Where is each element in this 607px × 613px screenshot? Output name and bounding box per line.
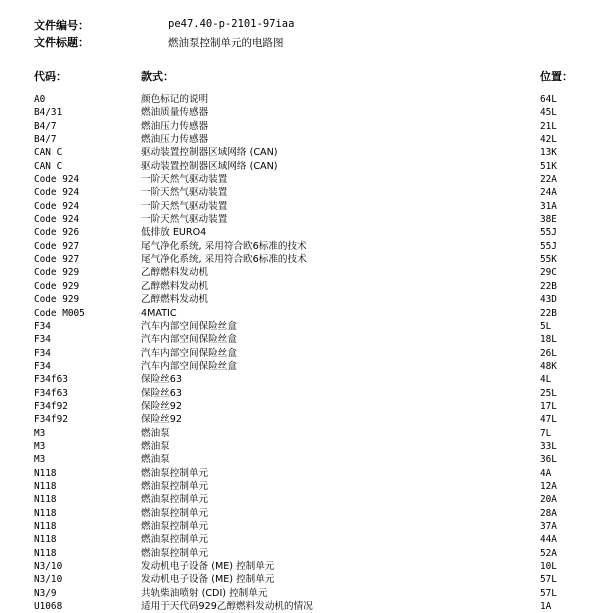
component-code: F34f92 xyxy=(34,414,68,426)
component-description: 驱动装置控制器区域网络 (CAN) xyxy=(141,147,278,159)
component-description: 燃油质量传感器 xyxy=(141,107,209,119)
component-code: B4/7 xyxy=(34,120,57,132)
component-code: Code 927 xyxy=(34,240,80,252)
component-position: 38E xyxy=(540,214,557,226)
component-code: F34f63 xyxy=(34,374,68,386)
component-description: 保险丝63 xyxy=(141,387,182,399)
table-row xyxy=(0,133,607,146)
component-description: 保险丝63 xyxy=(141,374,182,386)
component-position: 18L xyxy=(540,334,557,346)
component-position: 10L xyxy=(540,561,557,573)
component-description: 燃油泵 xyxy=(141,440,170,452)
component-description: 汽车内部空间保险丝盒 xyxy=(141,360,237,372)
component-code: N3/10 xyxy=(34,561,63,573)
component-position: 20A xyxy=(540,494,557,506)
table-row xyxy=(0,360,607,373)
component-code: N3/9 xyxy=(34,587,57,599)
component-code: B4/31 xyxy=(34,107,63,119)
component-code: Code M005 xyxy=(34,307,85,319)
table-row xyxy=(0,200,607,213)
table-row xyxy=(0,186,607,199)
component-description: 乙醇燃料发动机 xyxy=(141,294,209,306)
component-description: 尾气净化系统, 采用符合欧6标准的技术 xyxy=(141,240,307,252)
component-code: F34f92 xyxy=(34,400,68,412)
table-row xyxy=(0,547,607,560)
component-description: 燃油压力传感器 xyxy=(141,120,209,132)
table-row xyxy=(0,266,607,279)
component-description: 颜色标记的说明 xyxy=(141,94,209,105)
table-row xyxy=(0,520,607,533)
component-position: 36L xyxy=(540,454,557,466)
component-position: 13K xyxy=(540,147,557,159)
component-position: 52A xyxy=(540,547,557,559)
table-row xyxy=(0,93,607,106)
table-row xyxy=(0,507,607,520)
table-row xyxy=(0,160,607,173)
component-position: 43D xyxy=(540,294,557,306)
table-row xyxy=(0,400,607,413)
table-row xyxy=(0,307,607,320)
component-position: 42L xyxy=(540,134,557,146)
component-code: F34 xyxy=(34,360,51,372)
component-code: F34f63 xyxy=(34,387,68,399)
component-code: F34 xyxy=(34,334,51,346)
table-row xyxy=(0,453,607,466)
table-row xyxy=(0,373,607,386)
component-description: 适用于天代码929乙醇燃料发动机的情况 xyxy=(141,601,313,613)
component-description: 共轨柴油喷射 (CDI) 控制单元 xyxy=(141,587,268,599)
table-row xyxy=(0,493,607,506)
component-code: F34 xyxy=(34,347,51,359)
component-position: 55K xyxy=(540,254,557,266)
component-code: Code 927 xyxy=(34,254,80,266)
table-row xyxy=(0,413,607,426)
table-row xyxy=(0,280,607,293)
position-column-header: 位置： xyxy=(540,70,573,83)
component-description: 4MATIC xyxy=(141,307,177,319)
table-row xyxy=(0,146,607,159)
table-row xyxy=(0,587,607,600)
table-row xyxy=(0,573,607,586)
component-code: B4/7 xyxy=(34,134,57,146)
table-row xyxy=(0,347,607,360)
component-code: Code 926 xyxy=(34,227,80,239)
component-description: 燃油泵控制单元 xyxy=(141,467,209,479)
component-code: F34 xyxy=(34,320,51,332)
table-row xyxy=(0,253,607,266)
table-row xyxy=(0,320,607,333)
component-description: 燃油泵 xyxy=(141,427,170,439)
component-code: M3 xyxy=(34,427,46,439)
component-code: CAN C xyxy=(34,160,63,172)
component-position: 48K xyxy=(540,360,557,372)
component-description: 汽车内部空间保险丝盒 xyxy=(141,320,237,332)
component-description: 一阶天然气驱动装置 xyxy=(141,214,228,226)
component-description: 燃油泵控制单元 xyxy=(141,507,209,519)
table-row xyxy=(0,467,607,480)
component-description: 燃油压力传感器 xyxy=(141,134,209,146)
table-row xyxy=(0,533,607,546)
component-code: N118 xyxy=(34,521,57,532)
component-position: 12A xyxy=(540,480,557,492)
file-title-label: 文件标题： xyxy=(34,36,89,49)
component-code: Code 929 xyxy=(34,280,80,292)
table-row xyxy=(0,106,607,119)
component-code: Code 929 xyxy=(34,294,80,306)
component-code: A0 xyxy=(34,94,46,105)
component-description: 发动机电子设备 (ME) 控制单元 xyxy=(141,574,275,586)
component-code: Code 924 xyxy=(34,214,80,226)
table-row xyxy=(0,240,607,253)
table-row xyxy=(0,333,607,346)
table-row xyxy=(0,226,607,239)
component-position: 28A xyxy=(540,507,557,519)
component-position: 22B xyxy=(540,280,557,292)
component-code: Code 924 xyxy=(34,174,80,186)
component-description: 乙醇燃料发动机 xyxy=(141,267,209,279)
component-description: 燃油泵控制单元 xyxy=(141,494,209,506)
component-code: U1068 xyxy=(34,601,63,613)
component-code: Code 924 xyxy=(34,187,80,199)
component-description: 发动机电子设备 (ME) 控制单元 xyxy=(141,561,275,573)
component-description: 低排放 EURO4 xyxy=(141,227,207,239)
component-code: Code 924 xyxy=(34,200,80,212)
component-description: 乙醇燃料发动机 xyxy=(141,280,209,292)
component-description: 燃油泵控制单元 xyxy=(141,547,209,559)
component-code: N118 xyxy=(34,494,57,506)
component-position: 17L xyxy=(540,400,557,412)
component-description: 燃油泵控制单元 xyxy=(141,534,209,546)
component-code: N3/10 xyxy=(34,574,63,586)
component-description: 燃油泵控制单元 xyxy=(141,521,209,532)
file-number-value: pe47.40-p-2101-97iaa xyxy=(168,18,295,30)
component-description: 尾气净化系统, 采用符合欧6标准的技术 xyxy=(141,254,307,266)
component-position: 57L xyxy=(540,587,557,599)
component-code: N118 xyxy=(34,467,57,479)
component-position: 33L xyxy=(540,440,557,452)
component-position: 24A xyxy=(540,187,557,199)
component-position: 26L xyxy=(540,347,557,359)
table-row xyxy=(0,480,607,493)
component-position: 4A xyxy=(540,467,552,479)
component-description: 驱动装置控制器区域网络 (CAN) xyxy=(141,160,278,172)
component-position: 55J xyxy=(540,240,557,252)
description-column-header: 款式： xyxy=(141,70,174,83)
component-position: 22B xyxy=(540,307,557,319)
component-description: 一阶天然气驱动装置 xyxy=(141,200,228,212)
component-position: 57L xyxy=(540,574,557,586)
component-position: 64L xyxy=(540,94,557,105)
table-row xyxy=(0,293,607,306)
table-row xyxy=(0,440,607,453)
table-row xyxy=(0,560,607,573)
component-position: 1A xyxy=(540,601,552,613)
table-row xyxy=(0,120,607,133)
component-description: 保险丝92 xyxy=(141,414,182,426)
component-position: 47L xyxy=(540,414,557,426)
component-table xyxy=(0,93,607,613)
component-position: 25L xyxy=(540,387,557,399)
component-description: 燃油泵 xyxy=(141,454,170,466)
table-row xyxy=(0,427,607,440)
component-position: 37A xyxy=(540,521,557,532)
component-description: 汽车内部空间保险丝盒 xyxy=(141,347,237,359)
component-code: N118 xyxy=(34,547,57,559)
component-position: 29C xyxy=(540,267,557,279)
component-position: 4L xyxy=(540,374,552,386)
component-description: 燃油泵控制单元 xyxy=(141,480,209,492)
table-row xyxy=(0,387,607,400)
component-position: 21L xyxy=(540,120,557,132)
component-description: 一阶天然气驱动装置 xyxy=(141,187,228,199)
component-position: 7L xyxy=(540,427,552,439)
component-description: 一阶天然气驱动装置 xyxy=(141,174,228,186)
component-code: CAN C xyxy=(34,147,63,159)
component-description: 汽车内部空间保险丝盒 xyxy=(141,334,237,346)
component-code: N118 xyxy=(34,507,57,519)
table-row xyxy=(0,173,607,186)
component-code: Code 929 xyxy=(34,267,80,279)
component-position: 22A xyxy=(540,174,557,186)
file-number-label: 文件编号： xyxy=(34,19,89,32)
component-code: M3 xyxy=(34,440,46,452)
component-code: M3 xyxy=(34,454,46,466)
component-position: 51K xyxy=(540,160,557,172)
component-position: 5L xyxy=(540,320,552,332)
component-position: 55J xyxy=(540,227,557,239)
component-code: N118 xyxy=(34,480,57,492)
file-title-value: 燃油泵控制单元的电路图 xyxy=(168,37,284,49)
component-description: 保险丝92 xyxy=(141,400,182,412)
code-column-header: 代码： xyxy=(34,70,67,83)
component-position: 44A xyxy=(540,534,557,546)
component-position: 45L xyxy=(540,107,557,119)
component-code: N118 xyxy=(34,534,57,546)
component-position: 31A xyxy=(540,200,557,212)
table-row xyxy=(0,213,607,226)
